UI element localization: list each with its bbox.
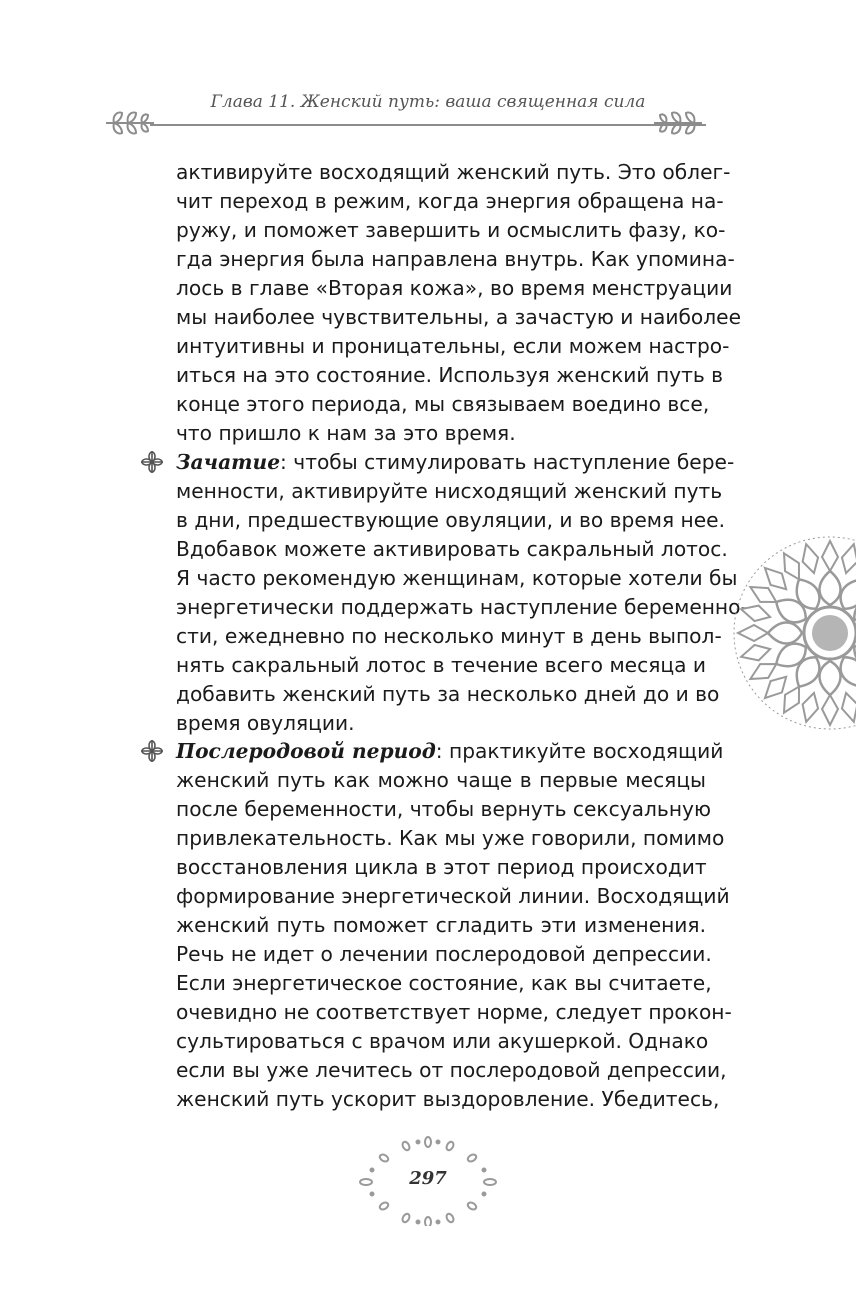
text-line: женский путь как можно чаще в первые месяцы [176,768,706,792]
text-line: в дни, предшествующие овуляции, и во время нее. [176,508,726,532]
text-line: активируйте восходящий женский путь. Это облег- [176,160,731,184]
text-line: если вы уже лечитесь от послеродовой депрессии, [176,1058,727,1082]
text-line: женский путь поможет сгладить эти изменения. [176,913,706,937]
list-item-conception [176,448,748,738]
text-line: ружу, и поможет завершить и осмыслить фазу, ко- [176,218,726,242]
laurel-sprig-left-icon [104,103,156,141]
text-line: : практикуйте восходящий [435,739,724,763]
flower-bullet-icon [140,739,164,763]
intro-paragraph [176,158,742,448]
text-line: : чтобы стимулировать наступление бере- [280,450,735,474]
text-line: сультироваться с врачом или акушеркой. Однако [176,1029,709,1053]
text-line: после беременности, чтобы вернуть сексуальную [176,797,711,821]
mandala-icon [732,533,856,733]
text-line: интуитивны и проницательны, если можем настро- [176,334,730,358]
laurel-sprig-right-icon [652,103,704,141]
text-line: очевидно не соответствует норме, следует прокон- [176,1000,732,1024]
text-line: Речь не идет о лечении послеродовой депрессии. [176,942,712,966]
text-line: нять сакральный лотос в течение всего месяца и [176,653,706,677]
text-line: добавить женский путь за несколько дней до и во [176,682,720,706]
text-line: женский путь ускорит выздоровление. Убедитесь, [176,1087,720,1111]
text-line: формирование энергетической линии. Восходящий [176,884,730,908]
page-number: 297 [409,1168,447,1189]
text-line: конце этого периода, мы связываем воедино все, [176,392,710,416]
text-line: гда энергия была направлена внутрь. Как упомина- [176,247,735,271]
text-line: восстановления цикла в этот период происходит [176,855,707,879]
term-conception: Зачатие [176,450,281,474]
text-line: энергетически поддержать наступление беременно- [176,595,748,619]
list-item-postpartum [176,737,732,1114]
text-line: менности, активируйте нисходящий женский путь [176,479,723,503]
text-line: что пришло к нам за это время. [176,421,516,445]
chapter-title: Глава 11. Женский путь: ваша священная сила [210,92,646,112]
text-line: привлекательность. Как мы уже говорили, помимо [176,826,725,850]
flower-bullet-icon [140,450,164,474]
text-line: лось в главе «Вторая кожа», во время менструации [176,276,733,300]
text-line: Если энергетическое состояние, как вы считаете, [176,971,712,995]
text-line: чит переход в режим, когда энергия обращена на- [176,189,724,213]
header-divider [150,124,706,126]
text-line: мы наиболее чувствительны, а зачастую и наиболее [176,305,742,329]
text-line: время овуляции. [176,711,355,735]
term-postpartum: Послеродовой период [176,739,436,763]
text-line: сти, ежедневно по несколько минут в день выпол- [176,624,722,648]
text-line: иться на это состояние. Используя женский путь в [176,363,724,387]
text-line: Я часто рекомендую женщинам, которые хотели бы [176,566,738,590]
text-line: Вдобавок можете активировать сакральный лотос. [176,537,728,561]
